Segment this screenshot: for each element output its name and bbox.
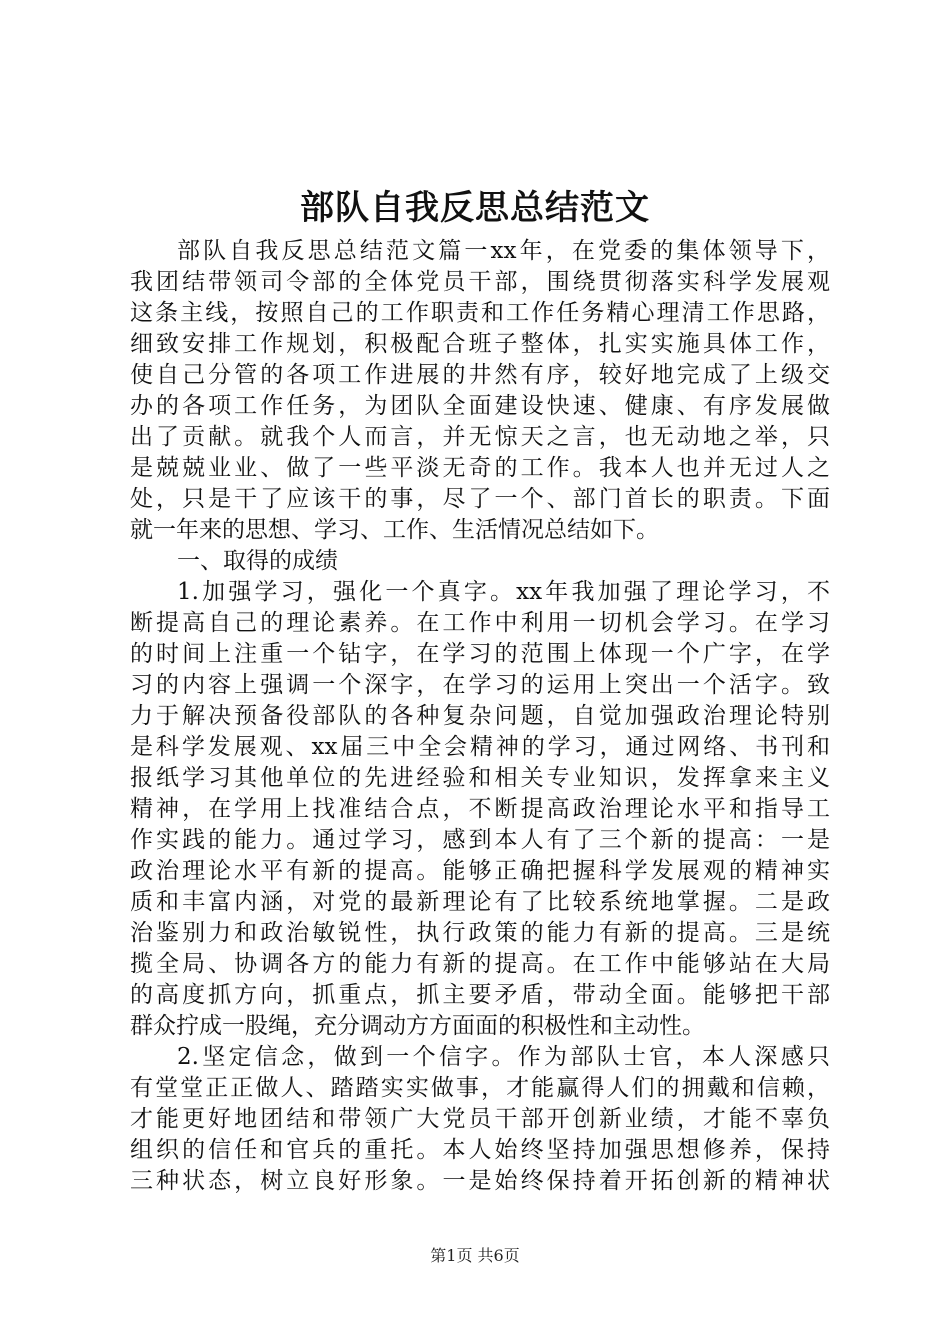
- paragraph-belief: [130, 1042, 830, 1197]
- text-line: 一、取得的成绩: [177, 548, 338, 574]
- text-line: 处，只是干了应该干的事，尽了一个、部门首长的职责。下面: [130, 486, 830, 512]
- text-line: 才能更好地团结和带领广大党员干部开创新业绩，才能不辜负: [130, 1106, 830, 1132]
- text-line: 部队自我反思总结范文篇一xx年，在党委的集体领导下，: [177, 238, 830, 264]
- text-line: 精神，在学用上找准结合点，不断提高政治理论水平和指导工: [130, 796, 830, 822]
- text-line: 治鉴别力和政治敏锐性，执行政策的能力有新的提高。三是统: [130, 920, 830, 946]
- document-body: [130, 236, 830, 1197]
- text-line: 组织的信任和官兵的重托。本人始终坚持加强思想修养，保持: [130, 1137, 830, 1163]
- text-line: 的高度抓方向，抓重点，抓主要矛盾，带动全面。能够把干部: [130, 982, 830, 1008]
- text-line: 断提高自己的理论素养。在工作中利用一切机会学习。在学习: [130, 610, 830, 636]
- text-line: 细致安排工作规划，积极配合班子整体，扎实实施具体工作，: [130, 331, 830, 357]
- text-line: 办的各项工作任务，为团队全面建设快速、健康、有序发展做: [130, 393, 830, 419]
- text-line: 报纸学习其他单位的先进经验和相关专业知识，发挥拿来主义: [130, 765, 830, 791]
- text-line: 是科学发展观、xx届三中全会精神的学习，通过网络、书刊和: [130, 734, 830, 760]
- text-line: 作实践的能力。通过学习，感到本人有了三个新的提高：一是: [130, 827, 830, 853]
- section-heading: [130, 546, 830, 577]
- text-line: 是兢兢业业、做了一些平淡无奇的工作。我本人也并无过人之: [130, 455, 830, 481]
- text-line: 力于解决预备役部队的各种复杂问题，自觉加强政治理论特别: [130, 703, 830, 729]
- text-line: 我团结带领司令部的全体党员干部，围绕贯彻落实科学发展观: [130, 269, 830, 295]
- text-line: 有堂堂正正做人、踏踏实实做事，才能赢得人们的拥戴和信赖，: [130, 1075, 830, 1101]
- text-line: 质和丰富内涵，对党的最新理论有了比较系统地掌握。二是政: [130, 889, 830, 915]
- text-line: 揽全局、协调各方的能力有新的提高。在工作中能够站在大局: [130, 951, 830, 977]
- text-line: 2.坚定信念，做到一个信字。作为部队士官，本人深感只: [177, 1044, 830, 1070]
- text-line: 出了贡献。就我个人而言，并无惊天之言，也无动地之举，只: [130, 424, 830, 450]
- text-line: 的时间上注重一个钻字，在学习的范围上体现一个广字，在学: [130, 641, 830, 667]
- text-line: 这条主线，按照自己的工作职责和工作任务精心理清工作思路，: [130, 300, 830, 326]
- text-line: 1.加强学习，强化一个真字。xx年我加强了理论学习，不: [177, 579, 830, 605]
- document-title: 部队自我反思总结范文: [300, 188, 650, 228]
- paragraph-study: [130, 577, 830, 1042]
- text-line: 习的内容上强调一个深字，在学习的运用上突出一个活字。致: [130, 672, 830, 698]
- text-line: 群众拧成一股绳，充分调动方方面面的积极性和主动性。: [130, 1013, 705, 1039]
- page-number-footer: 第1页 共6页: [430, 1246, 520, 1265]
- text-line: 三种状态，树立良好形象。一是始终保持着开拓创新的精神状: [130, 1168, 830, 1194]
- text-line: 政治理论水平有新的提高。能够正确把握科学发展观的精神实: [130, 858, 830, 884]
- paragraph-intro: [130, 236, 830, 546]
- text-line: 使自己分管的各项工作进展的井然有序，较好地完成了上级交: [130, 362, 830, 388]
- text-line: 就一年来的思想、学习、工作、生活情况总结如下。: [130, 517, 659, 543]
